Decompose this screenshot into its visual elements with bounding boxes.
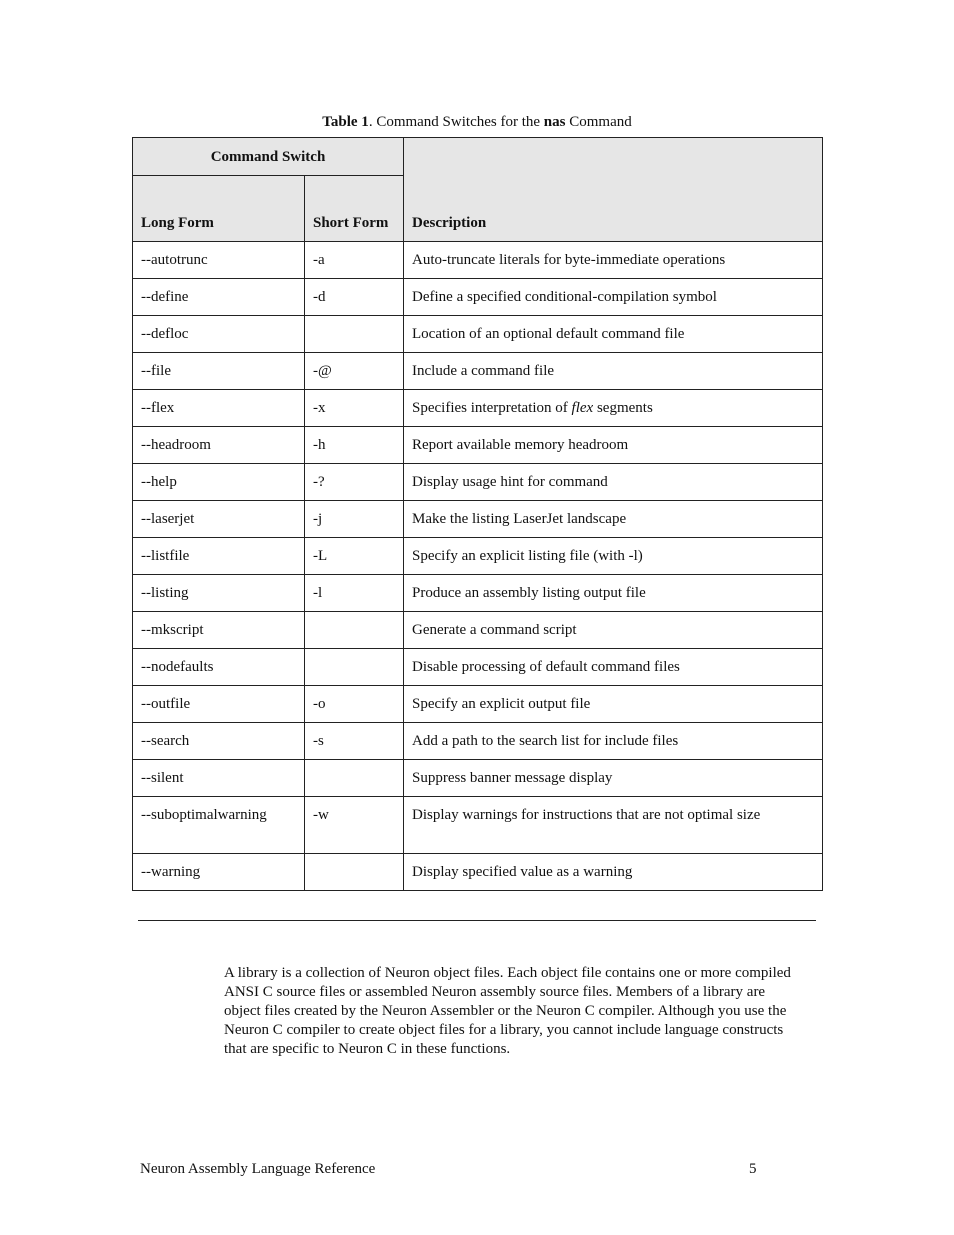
library-paragraph: A library is a collection of Neuron object files. Each object file contains one or more compiled ANSI C source files or assembled Neuron assembly source files. Members of a library are object files created by the Neuron Assembler or the Neuron C compiler. Although you use the Neuron C compiler to create object files for a library, you cannot include language constructs that are specific to Neuron C in these functions. (224, 965, 791, 1057)
long-form-cell: --headroom (133, 427, 305, 464)
long-form-cell: --defloc (133, 316, 305, 353)
description-text: Specifies interpretation of (412, 400, 572, 416)
table-row (133, 760, 823, 797)
short-form-cell: -j (305, 501, 404, 538)
table-row (133, 854, 823, 891)
short-form-cell (305, 649, 404, 686)
short-form-cell: -a (305, 242, 404, 279)
short-form-cell: -o (305, 686, 404, 723)
long-form-cell: --laserjet (133, 501, 305, 538)
short-form-cell: -? (305, 464, 404, 501)
short-form-cell: -s (305, 723, 404, 760)
description-cell: Display usage hint for command (404, 464, 823, 501)
table-row (133, 538, 823, 575)
caption-command: nas (543, 114, 566, 130)
short-form-cell (305, 854, 404, 891)
long-form-cell: --help (133, 464, 305, 501)
description-cell (404, 390, 823, 427)
long-form-cell: --autotrunc (133, 242, 305, 279)
short-form-cell (305, 612, 404, 649)
table-row (133, 353, 823, 390)
description-cell: Report available memory headroom (404, 427, 823, 464)
long-form-cell: --define (133, 279, 305, 316)
description-cell: Suppress banner message display (404, 760, 823, 797)
table-row (133, 686, 823, 723)
header-long-form: Long Form (133, 176, 305, 242)
description-emphasis: flex (571, 400, 594, 416)
header-description: Description (404, 138, 823, 242)
footer-title: Neuron Assembly Language Reference (140, 1161, 376, 1177)
long-form-cell: --warning (133, 854, 305, 891)
table-caption (132, 113, 822, 131)
short-form-cell (305, 760, 404, 797)
long-form-cell: --suboptimalwarning (133, 797, 305, 854)
short-form-cell: -l (305, 575, 404, 612)
long-form-cell: --file (133, 353, 305, 390)
horizontal-divider (138, 920, 816, 921)
caption-text-before: . Command Switches for the (368, 114, 544, 130)
table-row (133, 464, 823, 501)
table-row (133, 316, 823, 353)
short-form-cell: -x (305, 390, 404, 427)
table-row (133, 649, 823, 686)
table-row (133, 279, 823, 316)
description-cell: Disable processing of default command files (404, 649, 823, 686)
description-cell: Auto-truncate literals for byte-immediate operations (404, 242, 823, 279)
table-row (133, 612, 823, 649)
table-row (133, 427, 823, 464)
description-cell: Display specified value as a warning (404, 854, 823, 891)
long-form-cell: --silent (133, 760, 305, 797)
table-row (133, 242, 823, 279)
short-form-cell (305, 316, 404, 353)
footer-page-number: 5 (749, 1161, 757, 1177)
long-form-cell: --outfile (133, 686, 305, 723)
short-form-cell: -w (305, 797, 404, 854)
long-form-cell: --nodefaults (133, 649, 305, 686)
long-form-cell: --listfile (133, 538, 305, 575)
description-cell: Specify an explicit listing file (with -l) (404, 538, 823, 575)
description-cell: Define a specified conditional-compilation symbol (404, 279, 823, 316)
table-row (133, 575, 823, 612)
description-cell: Add a path to the search list for include files (404, 723, 823, 760)
caption-label: Table 1 (322, 114, 369, 130)
short-form-cell: -d (305, 279, 404, 316)
short-form-cell: -L (305, 538, 404, 575)
long-form-cell: --mkscript (133, 612, 305, 649)
short-form-cell: -h (305, 427, 404, 464)
header-command-switch: Command Switch (133, 138, 404, 176)
long-form-cell: --listing (133, 575, 305, 612)
header-short-form: Short Form (305, 176, 404, 242)
command-switch-table (132, 137, 823, 891)
table-row (133, 390, 823, 427)
description-cell: Include a command file (404, 353, 823, 390)
description-text: segments (593, 400, 653, 416)
description-cell: Display warnings for instructions that are not optimal size (404, 797, 823, 854)
description-cell: Produce an assembly listing output file (404, 575, 823, 612)
short-form-cell: -@ (305, 353, 404, 390)
table-row (133, 723, 823, 760)
description-cell: Specify an explicit output file (404, 686, 823, 723)
description-cell: Generate a command script (404, 612, 823, 649)
description-cell: Make the listing LaserJet landscape (404, 501, 823, 538)
description-cell: Location of an optional default command file (404, 316, 823, 353)
table-row (133, 797, 823, 854)
caption-text-after: Command (565, 114, 632, 130)
long-form-cell: --flex (133, 390, 305, 427)
long-form-cell: --search (133, 723, 305, 760)
table-row (133, 501, 823, 538)
